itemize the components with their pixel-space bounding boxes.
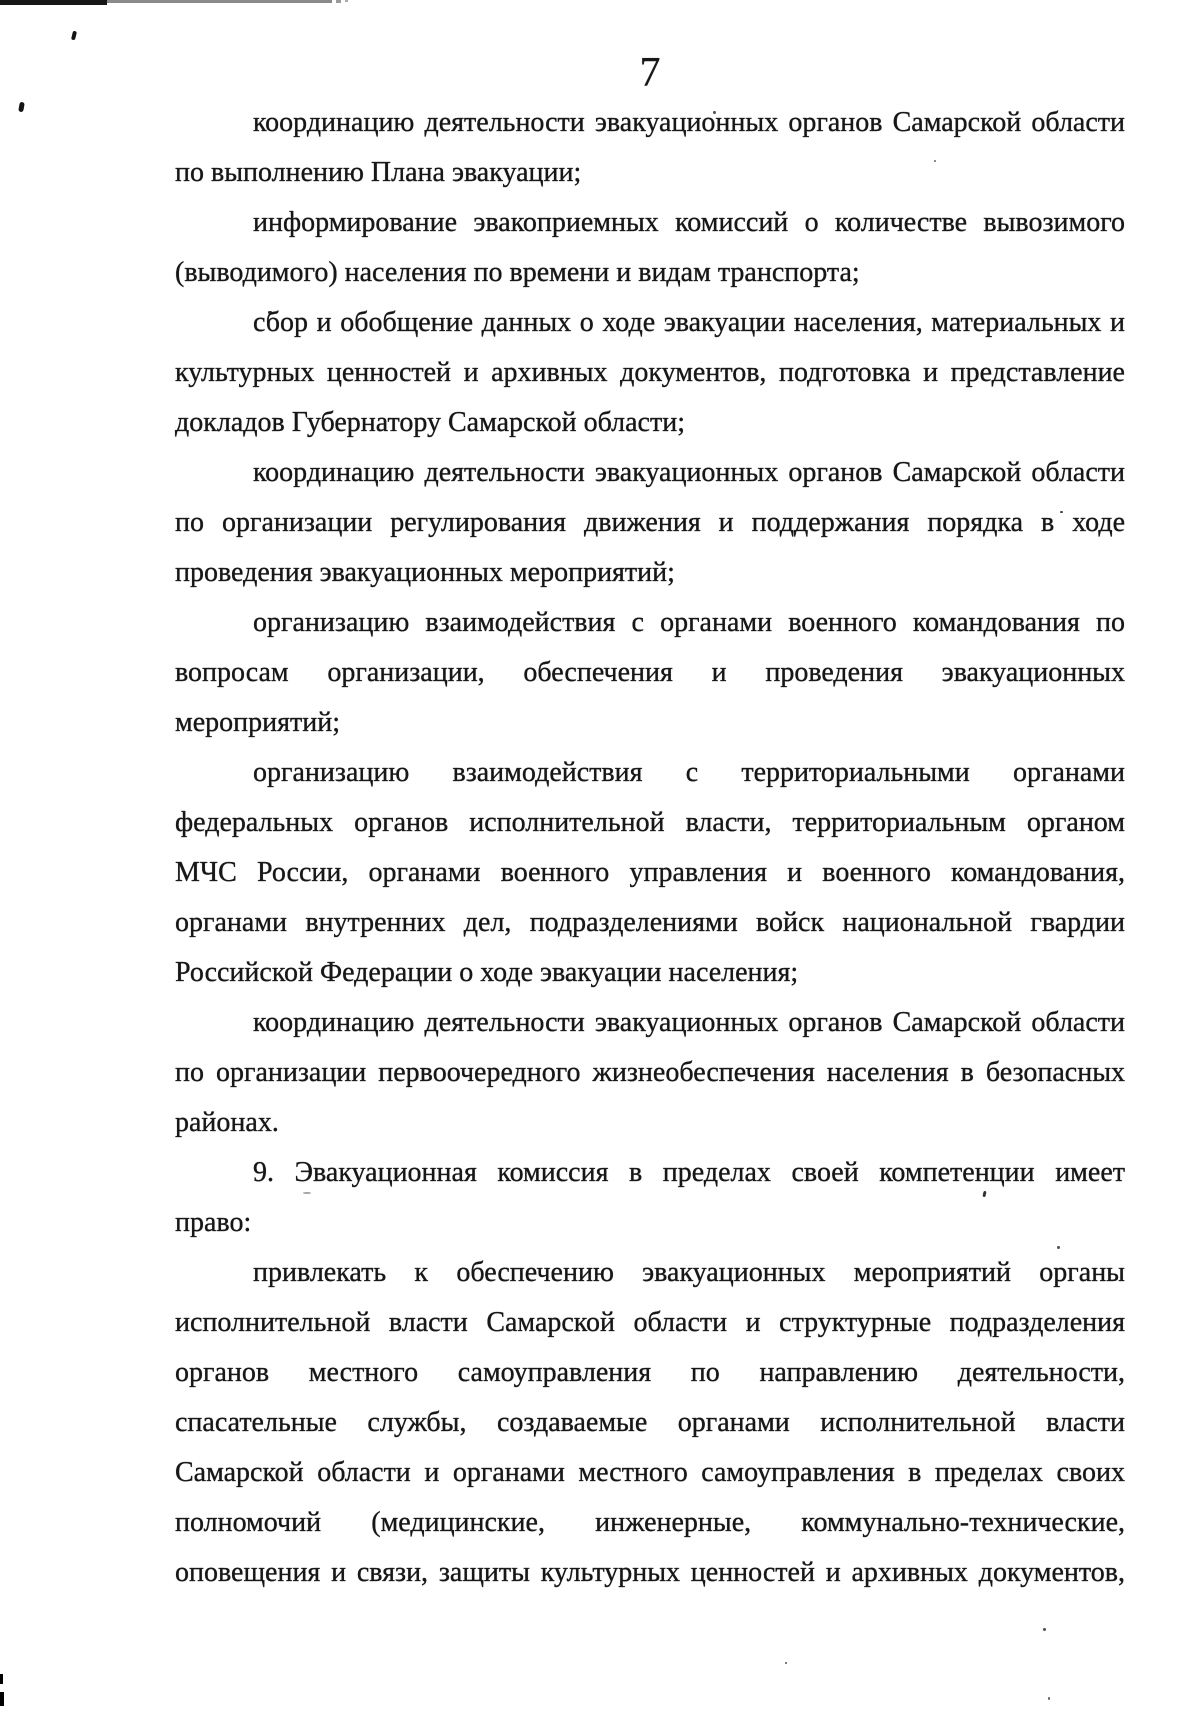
text-line: организацию взаимодействия с органами военного командования по <box>253 607 1125 638</box>
text-line: по организации первоочередного жизнеобеспечения населения в безопасных <box>175 1057 1125 1088</box>
text-line: спасательные службы, создаваемые органами исполнительной власти <box>175 1407 1125 1438</box>
paragraph <box>175 1148 1125 1248</box>
text-line: районах. <box>175 1107 279 1138</box>
text-line: координацию деятельности эвакуационных органов Самарской области <box>253 457 1125 488</box>
text-line: органами внутренних дел, подразделениями войск национальной гвардии <box>175 907 1125 938</box>
paragraph <box>175 998 1125 1148</box>
text-line: Российской Федерации о ходе эвакуации населения; <box>175 957 799 988</box>
paragraph <box>175 598 1125 748</box>
paragraph <box>175 98 1125 198</box>
text-line: проведения эвакуационных мероприятий; <box>175 557 675 588</box>
text-line: (выводимого) населения по времени и видам транспорта; <box>175 257 860 288</box>
scan-artifact-dot <box>336 0 341 3</box>
scan-artifact-left-edge <box>0 1692 4 1706</box>
text-line: по выполнению Плана эвакуации; <box>175 157 582 188</box>
text-line: исполнительной власти Самарской области и структурные подразделения <box>175 1307 1125 1338</box>
text-line: координацию деятельности эвакуационных органов Самарской области <box>253 1007 1125 1038</box>
text-line: оповещения и связи, защиты культурных ценностей и архивных документов, <box>175 1557 1125 1588</box>
text-line: мероприятий; <box>175 707 340 738</box>
text-line: МЧС России, органами военного управления и военного командования, <box>175 857 1125 888</box>
paragraph <box>175 198 1125 298</box>
scan-speck <box>71 31 77 41</box>
text-line: Самарской области и органами местного самоуправления в пределах своих <box>175 1457 1125 1488</box>
text-line: докладов Губернатору Самарской области; <box>175 407 685 438</box>
text-line: по организации регулирования движения и поддержания порядка в ходе <box>175 507 1125 538</box>
text-line: федеральных органов исполнительной власти, территориальным органом <box>175 807 1125 838</box>
noise-speck <box>785 1662 787 1664</box>
paragraph <box>175 748 1125 998</box>
text-line: сбор и обобщение данных о ходе эвакуации населения, материальных и <box>253 307 1125 338</box>
text-line: организацию взаимодействия с территориальными органами <box>253 757 1125 788</box>
scan-artifact-top-bar <box>0 0 107 5</box>
text-line: право: <box>175 1207 252 1238</box>
noise-speck <box>1043 1628 1046 1631</box>
paragraph <box>175 448 1125 598</box>
text-line: привлекать к обеспечению эвакуационных мероприятий органы <box>253 1257 1125 1288</box>
page-number: 7 <box>639 50 661 96</box>
noise-speck <box>1048 1697 1050 1700</box>
text-line: 9. Эвакуационная комиссия в пределах своей компетенции имеет <box>253 1157 1125 1188</box>
paragraph <box>175 1248 1125 1598</box>
scan-artifact-dot <box>345 0 348 2</box>
scan-artifact-left-edge <box>0 1674 3 1684</box>
text-line: полномочий (медицинские, инженерные, коммунально-технические, <box>175 1507 1125 1538</box>
paragraph <box>175 298 1125 448</box>
text-line: информирование эвакоприемных комиссий о количестве вывозимого <box>253 207 1125 238</box>
text-line: координацию деятельности эвакуационных органов Самарской области <box>253 107 1125 138</box>
document-body <box>175 98 1125 1598</box>
text-line: культурных ценностей и архивных документов, подготовка и представление <box>175 357 1125 388</box>
text-line: вопросам организации, обеспечения и проведения эвакуационных <box>175 657 1125 688</box>
scan-artifact-top-line <box>107 0 332 3</box>
text-line: органов местного самоуправления по направлению деятельности, <box>175 1357 1125 1388</box>
scan-speck <box>18 102 25 113</box>
